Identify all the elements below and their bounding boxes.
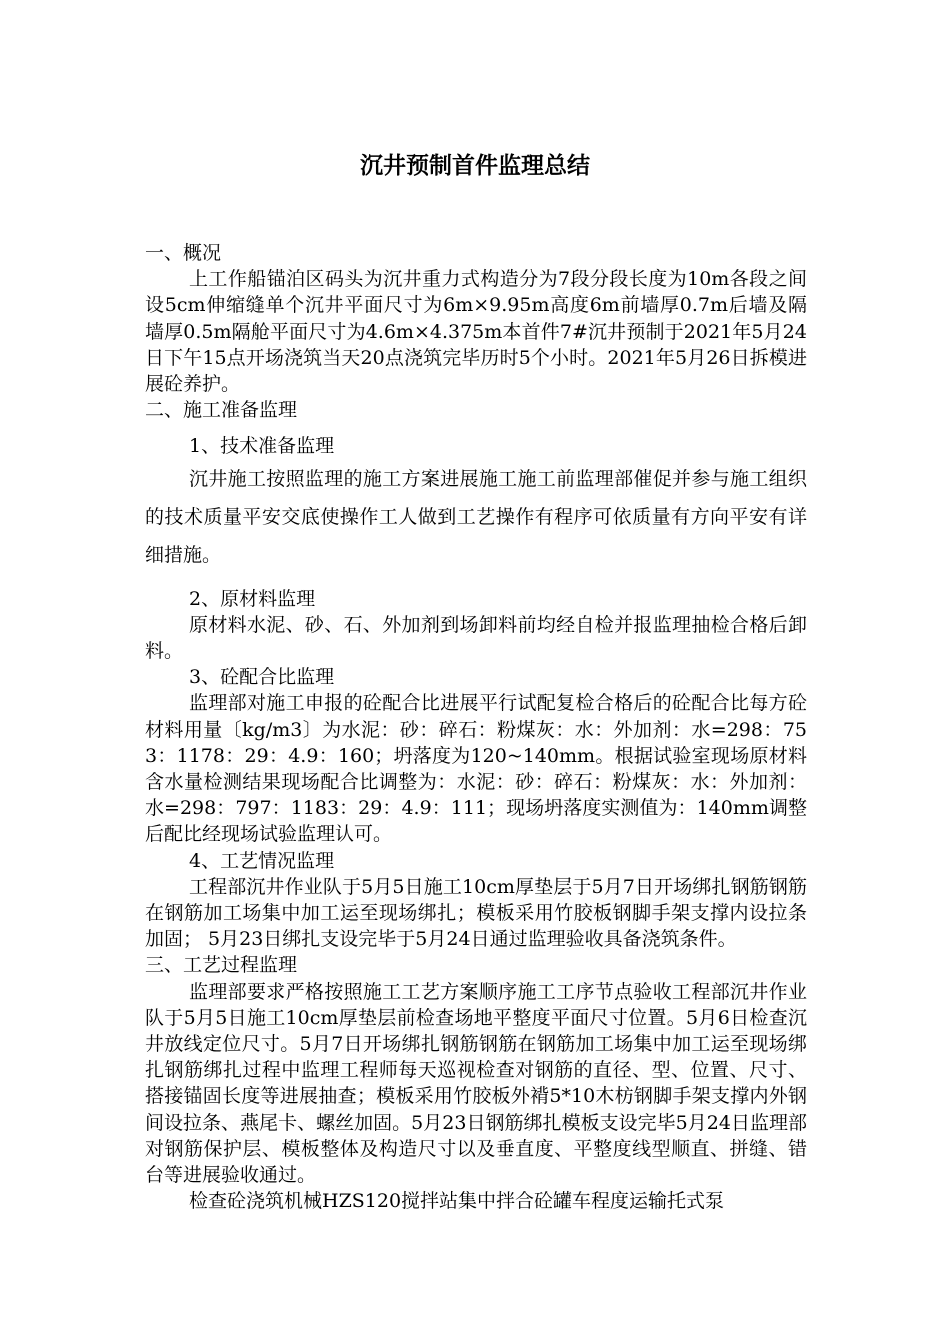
section-heading-preparation: 二、施工准备监理 — [145, 399, 298, 422]
process-paragraph: 工程部沉井作业队于5月5日施工10cm厚垫层于5月7日开场绑扎钢筋钢筋在钢筋加工场集中加工运至现场绑扎；模板采用竹胶板钢脚手架支撑内设拉条加固； 5月23日绑扎支设完毕于5月24日通过监理验收具备浇筑条件。 — [145, 875, 807, 951]
subsection-heading-process: 4、工艺情况监理 — [189, 849, 335, 872]
document-body — [145, 240, 807, 1215]
section-heading-process-supervision: 三、工艺过程监理 — [145, 954, 298, 977]
pouring-inspection-paragraph: 检查砼浇筑机械HZS120搅拌站集中拌合砼罐车程度运输托式泵 — [189, 1190, 725, 1213]
section-heading-overview: 一、概况 — [145, 242, 222, 264]
subsection-heading-mix-ratio: 3、砼配合比监理 — [189, 666, 335, 689]
technical-paragraph: 沉井施工按照监理的施工方案进展施工施工前监理部催促并参与施工组织的技术质量平安交底使操作工人做到工艺操作有程序可依质量有方向平安有详细措施。 — [145, 467, 807, 566]
subsection-heading-technical: 1、技术准备监理 — [189, 435, 335, 458]
document-title: 沉井预制首件监理总结 — [360, 153, 590, 179]
mix-ratio-paragraph: 监理部对施工申报的砼配合比进展平行试配复检合格后的砼配合比每方砼材料用量〔kg/m3〕为水泥：砂：碎石：粉煤灰：水：外加剂：水=298：753：1178：29：4.9：160；坍落度为120~140mm。根据试验室现场原材料含水量检测结果现场配合比调整为：水泥：砂：碎石：粉煤灰：水：外加剂：水=298：797：1183：29：4.9：111；现场坍落度实测值为：140mm调整后配比经现场试验监理认可。 — [145, 692, 807, 846]
subsection-heading-materials: 2、原材料监理 — [189, 587, 316, 610]
overview-paragraph: 上工作船锚泊区码头为沉井重力式构造分为7段分段长度为10m各段之间设5cm伸缩缝单个沉井平面尺寸为6m×9.95m高度6m前墙厚0.7m后墙及隔墙厚0.5m隔舱平面尺寸为4.6m×4.375m本首件7#沉井预制于2021年5月24日下午15点开场浇筑当天20点浇筑完毕历时5个小时。2021年5月26日拆模进展砼养护。 — [145, 268, 807, 396]
materials-paragraph: 原材料水泥、砂、石、外加剂到场卸料前均经自检并报监理抽检合格后卸料。 — [145, 613, 807, 663]
process-supervision-paragraph: 监理部要求严格按照施工工艺方案顺序施工工序节点验收工程部沉井作业队于5月5日施工10cm厚垫层前检查场地平整度平面尺寸位置。5月6日检查沉井放线定位尺寸。5月7日开场绑扎钢筋钢筋在钢筋加工场集中加工运至现场绑扎钢筋绑扎过程中监理工程师每天巡视检查对钢筋的直径、型、位置、尺寸、搭接锚固长度等进展抽查；模板采用竹胶板外褙5*10木枋钢脚手架支撑内外钢间设拉条、燕尾卡、螺丝加固。5月23日钢筋绑扎模板支设完毕5月24日监理部对钢筋保护层、模板整体及构造尺寸以及垂直度、平整度线型顺直、拼缝、错台等进展验收通过。 — [145, 980, 807, 1187]
